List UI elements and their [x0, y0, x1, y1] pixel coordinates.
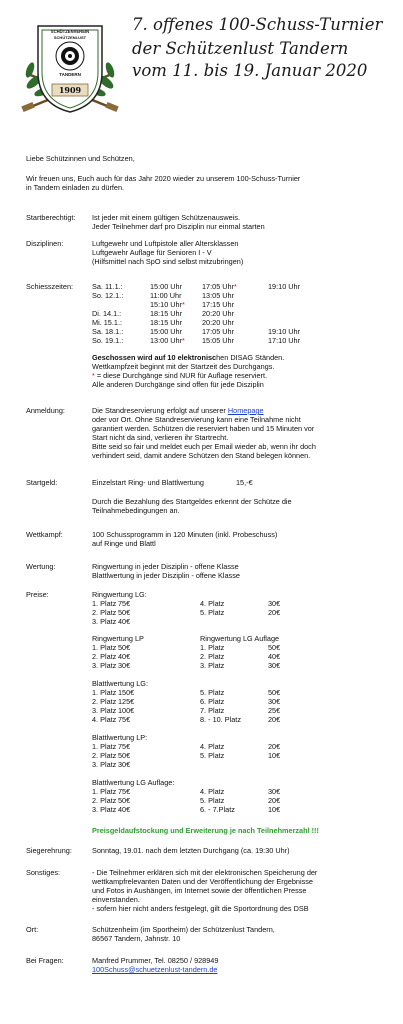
time-3: 17:10 Uhr — [268, 336, 301, 345]
anmeldung-line-1 — [92, 406, 264, 415]
preise-label: Preise: — [26, 590, 49, 599]
sonstiges-line-1: - Die Teilnehmer erklären sich mit der elektronischen Speicherung der — [92, 868, 318, 877]
prize-place: 3. Platz — [92, 706, 117, 715]
fragen-line-1: Manfred Prummer, Tel. 08250 / 928949 — [92, 956, 219, 965]
anmeldung-line-6: verhindert seid, damit andere Schützen den Stand belegen können. — [92, 451, 311, 460]
prize-amount: 30€ — [268, 787, 281, 796]
time-2: 15:05 Uhr — [202, 336, 235, 345]
ring-lg-title: Ringwertung LG: — [92, 590, 147, 599]
intro-line-2: in Tandern einladen zu dürfen. — [26, 183, 125, 192]
time-1: 11:00 Uhr — [150, 291, 182, 300]
prize-amount: 30€ — [118, 760, 131, 769]
prize-amount: 20€ — [268, 608, 281, 617]
sonstiges-label: Sonstiges: — [26, 868, 61, 877]
prize-amount: 50€ — [118, 751, 131, 760]
anmeldung-label: Anmeldung: — [26, 406, 65, 415]
blattl-lp-title: Blattlwertung LP: — [92, 733, 148, 742]
prize-place: 5. Platz — [200, 751, 225, 760]
disziplinen-line-3: (Hilfsmittel nach SpO sind selbst mitzubringen) — [92, 257, 244, 266]
prize-amount: 20€ — [268, 742, 281, 751]
auflage-marker: * — [182, 336, 185, 345]
sonstiges-line-3: und Fotos in Aushängen, im Internet sowie der öffentlichen Presse — [92, 886, 307, 895]
title-line-3: vom 11. bis 19. Januar 2020 — [132, 61, 368, 80]
time-day: So. 19.1.: — [92, 336, 124, 345]
prize-place: 3. Platz — [92, 760, 117, 769]
prize-amount: 40€ — [118, 652, 131, 661]
time-1: 15:00 Uhr — [150, 327, 183, 336]
prize-place: 3. Platz — [92, 805, 117, 814]
startgeld-line-2: Durch die Bezahlung des Startgeldes erkennt der Schütze die — [92, 497, 292, 506]
prize-increase-note: Preisgeldaufstockung und Erweiterung je nach Teilnehmerzahl !!! — [92, 826, 319, 835]
prize-place: 2. Platz — [92, 608, 117, 617]
prize-amount: 50€ — [118, 643, 131, 652]
time-2: 20:20 Uhr — [202, 309, 235, 318]
prize-amount: 75€ — [118, 715, 131, 724]
time-3: 19:10 Uhr — [268, 282, 301, 291]
homepage-link[interactable]: Homepage — [227, 406, 264, 415]
prize-amount: 10€ — [268, 805, 281, 814]
prize-amount: 30€ — [268, 599, 281, 608]
email-link[interactable]: 100Schuss@schuetzenlust-tandern.de — [92, 965, 218, 974]
prize-place: 7. Platz — [200, 706, 225, 715]
prize-amount: 25€ — [268, 706, 281, 715]
prize-amount: 30€ — [268, 661, 281, 670]
note-bold-a: Geschossen wird auf 10 elektronisc — [92, 353, 217, 362]
prize-place: 6. - 7.Platz — [200, 805, 235, 814]
time-2: 17:05 Uhr — [202, 327, 235, 336]
time-day: So. 12.1.: — [92, 291, 124, 300]
prize-place: 4. Platz — [92, 715, 117, 724]
anmeldung-line-5: Bitte seid so fair und meldet euch per Email wieder ab, wenn ihr doch — [92, 442, 316, 451]
prize-amount: 10€ — [268, 751, 281, 760]
logo-text-top: SCHÜTZENVEREIN — [50, 29, 90, 34]
club-logo — [20, 12, 120, 117]
wertung-label: Wertung: — [26, 562, 56, 571]
anmeldung-line-4: Start nicht da sind, verlieren ihr Startrecht. — [92, 433, 229, 442]
time-2: 17:05 Uhr — [202, 282, 235, 291]
prize-place: 5. Platz — [200, 688, 225, 697]
prize-amount: 75€ — [118, 742, 131, 751]
prize-place: 1. Platz — [92, 742, 117, 751]
logo-text-mid: SCHÜTZENLUST — [53, 35, 87, 40]
prize-amount: 30€ — [268, 697, 281, 706]
prize-place: 4. Platz — [200, 787, 225, 796]
prize-place: 4. Platz — [200, 742, 225, 751]
prize-place: 5. Platz — [200, 796, 225, 805]
prize-amount: 20€ — [268, 715, 281, 724]
prize-place: 1. Platz — [92, 787, 117, 796]
anmeldung-line-1-text: Die Standreservierung erfolgt auf unserer — [92, 406, 228, 415]
prize-amount: 20€ — [268, 796, 281, 805]
prize-amount: 75€ — [118, 787, 131, 796]
title-line-1: 7. offenes 100-Schuss-Turnier — [132, 15, 383, 34]
prize-amount: 50€ — [268, 643, 281, 652]
prize-place: 1. Platz — [92, 643, 117, 652]
time-2: 17:15 Uhr — [202, 300, 235, 309]
ort-line-1: Schützenheim (im Sportheim) der Schützenlust Tandern, — [92, 925, 275, 934]
time-1: 15:00 Uhr — [150, 282, 183, 291]
wertung-line-2: Blattlwertung in jeder Disziplin - offene Klasse — [92, 571, 240, 580]
intro-line-1: Wir freuen uns, Euch auch für das Jahr 2020 wieder zu unserem 100-Schuss-Turnier — [26, 174, 301, 183]
disziplinen-label: Disziplinen: — [26, 239, 64, 248]
auflage-marker: * — [182, 300, 185, 309]
start-label: Startberechtigt: — [26, 213, 76, 222]
time-3: 19:10 Uhr — [268, 327, 301, 336]
siegerehrung-label: Siegerehrung: — [26, 846, 72, 855]
prize-place: 4. Platz — [200, 599, 225, 608]
time-1: 18:15 Uhr — [150, 318, 183, 327]
startgeld-label: Startgeld: — [26, 478, 58, 487]
prize-amount: 50€ — [118, 796, 131, 805]
schiesszeiten-note-3 — [92, 371, 267, 380]
note-hen: hen — [216, 353, 229, 362]
disziplinen-line-1: Luftgewehr und Luftpistole aller Altersklassen — [92, 239, 239, 248]
prize-place: 2. Platz — [92, 652, 117, 661]
prize-place: 6. Platz — [200, 697, 225, 706]
prize-amount: 40€ — [118, 617, 131, 626]
logo-text-place: TANDERN — [59, 72, 81, 77]
ring-lga-title: Ringwertung LG Auflage — [200, 634, 280, 643]
sonstiges-line-5: - sofern hier nicht anders festgelegt, gilt die Sportordnung des DSB — [92, 904, 309, 913]
siegerehrung-text: Sonntag, 19.01. nach dem letzten Durchgang (ca. 19:30 Uhr) — [92, 846, 290, 855]
prize-amount: 100€ — [118, 706, 135, 715]
prize-place: 1. Platz — [200, 643, 225, 652]
auflage-marker: * — [234, 282, 237, 291]
prize-place: 1. Platz — [92, 688, 117, 697]
prize-amount: 125€ — [118, 697, 135, 706]
prize-place: 3. Platz — [92, 661, 117, 670]
startgeld-line-1: Einzelstart Ring- und Blattlwertung — [92, 478, 204, 487]
prize-place: 2. Platz — [92, 751, 117, 760]
prize-amount: 75€ — [118, 599, 131, 608]
blattl-lg-title: Blattlwertung LG: — [92, 679, 148, 688]
time-day: Mi. 15.1.: — [92, 318, 123, 327]
note-star-text: = diese Durchgänge sind NUR für Auflage reserviert. — [94, 371, 268, 380]
schiesszeiten-note-4: Alle anderen Durchgänge sind offen für jede Disziplin — [92, 380, 264, 389]
prize-amount: 150€ — [118, 688, 135, 697]
ort-label: Ort: — [26, 925, 39, 934]
greeting: Liebe Schützinnen und Schützen, — [26, 154, 135, 163]
time-1: 15:10 Uhr — [150, 300, 183, 309]
start-line-2: Jeder Teilnehmer darf pro Disziplin nur einmal starten — [92, 222, 265, 231]
note-star: * — [92, 371, 95, 380]
ort-line-2: 86567 Tandern, Jahnstr. 10 — [92, 934, 181, 943]
time-2: 13:05 Uhr — [202, 291, 235, 300]
sonstiges-line-4: einverstanden. — [92, 895, 140, 904]
prize-place: 8. - 10. Platz — [200, 715, 241, 724]
disziplinen-line-2: Luftgewehr Auflage für Senioren I - V — [92, 248, 212, 257]
anmeldung-line-2: oder vor Ort. Ohne Standreservierung kann eine Teilnahme nicht — [92, 415, 301, 424]
prize-place: 3. Platz — [92, 617, 117, 626]
wertung-line-1: Ringwertung in jeder Disziplin - offene Klasse — [92, 562, 239, 571]
title-line-2: der Schützenlust Tandern — [132, 39, 349, 58]
prize-place: 2. Platz — [92, 796, 117, 805]
prize-amount: 40€ — [268, 652, 281, 661]
blattl-lga-title: Blattlwertung LG Auflage: — [92, 778, 175, 787]
ring-lp-title: Ringwertung LP — [92, 634, 144, 643]
wettkampf-label: Wettkampf: — [26, 530, 63, 539]
startgeld-line-3: Teilnahmebedingungen an. — [92, 506, 180, 515]
schiesszeiten-note-2: Wettkampfzeit beginnt mit der Startzeit des Durchgangs. — [92, 362, 275, 371]
anmeldung-line-3: garantiert werden. Schützen die reserviert haben und 15 Minuten vor — [92, 424, 315, 433]
schiesszeiten-label: Schiesszeiten: — [26, 282, 74, 291]
note-rest: DISAG Ständen. — [228, 353, 285, 362]
prize-amount: 30€ — [118, 661, 131, 670]
wettkampf-line-2: auf Ringe und Blattl — [92, 539, 156, 548]
time-1: 18:15 Uhr — [150, 309, 183, 318]
logo-year: 1909 — [58, 85, 82, 95]
prize-place: 2. Platz — [200, 652, 225, 661]
prize-amount: 50€ — [118, 608, 131, 617]
fragen-label: Bei Fragen: — [26, 956, 64, 965]
time-day: Di. 14.1.: — [92, 309, 122, 318]
prize-amount: 40€ — [118, 805, 131, 814]
time-day: Sa. 11.1.: — [92, 282, 123, 291]
prize-place: 3. Platz — [200, 661, 225, 670]
prize-place: 2. Platz — [92, 697, 117, 706]
time-2: 20:20 Uhr — [202, 318, 235, 327]
schiesszeiten-note-1 — [92, 353, 284, 362]
startgeld-amount: 15,-€ — [236, 478, 253, 487]
wettkampf-line-1: 100 Schussprogramm in 120 Minuten (inkl. Probeschuss) — [92, 530, 278, 539]
prize-amount: 50€ — [268, 688, 281, 697]
start-line-1: Ist jeder mit einem gültigen Schützenausweis. — [92, 213, 241, 222]
sonstiges-line-2: wettkampfrelevanten Daten und der Veröffentlichung der Ergebnisse — [92, 877, 313, 886]
time-day: Sa. 18.1.: — [92, 327, 124, 336]
time-1: 13:00 Uhr — [150, 336, 183, 345]
prize-place: 5. Platz — [200, 608, 225, 617]
prize-place: 1. Platz — [92, 599, 117, 608]
